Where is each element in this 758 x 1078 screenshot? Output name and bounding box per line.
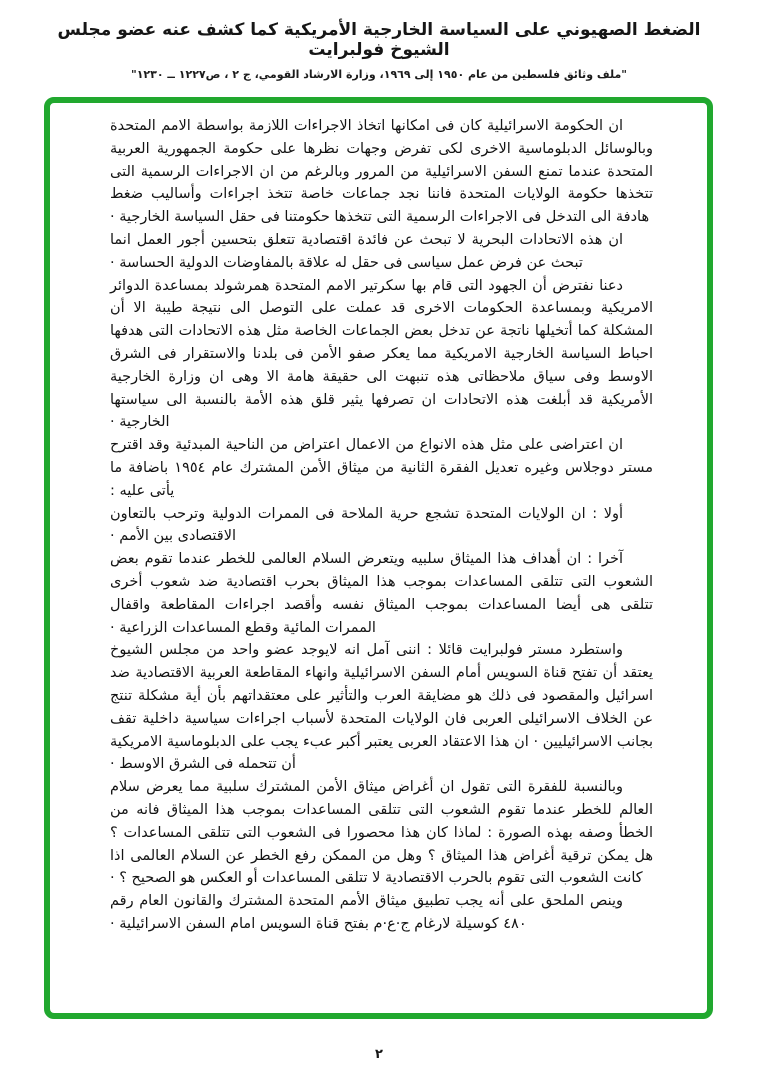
paragraph-list <box>50 103 707 936</box>
paragraph: واستطرد مستر فولبرايت قائلا : اننى آمل انه لايوجد عضو واحد من مجلس الشيوخ يعتقد أن تفتح قناة السويس أمام السفن الاسرائيلية وانهاء المقاطعة العربية الاقتصادية ضد اسرائيل والمقصود فى ذلك هو مضايقة العرب والتأثير على معتقداتهم بأن أية مشكلة تنتج عن الخلاف الاسرائيلى العربى فان الولايات المتحدة لأسباب اجراءات سياسية داخلية تقف بجانب الاسرائيليين · ان هذا الاعتقاد العربى يعتبر أكبر عبء يجب على الدبلوماسية الامريكية أن تتحمله فى الشرق الاوسط · <box>110 642 653 773</box>
content-frame <box>44 97 713 1019</box>
paragraph: وينص الملحق على أنه يجب تطبيق ميثاق الأمم المتحدة المشترك والقانون العام رقم ٤٨٠ كوسيلة لارغام ج·ع·م بفتح قناة السويس امام السفن الاسرائيلية · <box>110 893 623 932</box>
page-title: الضغط الصهيوني على السياسة الخارجية الأمريكية كما كشف عنه عضو مجلس الشيوخ فولبرايت <box>57 20 701 60</box>
paragraph: ان هذه الاتحادات البحرية لا تبحث عن فائدة اقتصادية تتعلق بتحسين أجور العمل انما تبحث عن فرض عمل سياسى فى حقل له علاقة بالمفاوضات الدولية الحساسة · <box>110 231 623 271</box>
paragraph: وبالنسبة للفقرة التى تقول ان أغراض ميثاق الأمن المشترك سلبية مما يعرض سلام العالم للخطر عندما تقوم الشعوب التى تتلقى المساعدات بموجب هذا الميثاق فانه من الخطأ وصفه بهذه الصورة : لماذا كان هذا محصورا فى الشعوب التى تتلقى المساعدات ؟ هل يمكن ترقية أغراض هذا الميثاق ؟ وهل من الممكن رفع الخطر عن السلام العالمى اذا كانت الشعوب التى تقوم بالحرب الاقتصادية لا تتلقى المساعدات أو العكس هو الصحيح ؟ · <box>110 779 653 887</box>
paragraph: ان اعتراضى على مثل هذه الانواع من الاعمال اعتراض من الناحية المبدئية وقد اقترح مستر دوجلاس وغيره تعديل الفقرة الثانية من ميثاق الأمن المشترك عام ١٩٥٤ باضافة ما يأتى عليه : <box>110 437 653 499</box>
page-number: ٢ <box>375 1047 383 1062</box>
page-footer <box>0 1043 758 1062</box>
source-citation: "ملف وثائق فلسطين من عام ١٩٥٠ إلى ١٩٦٩، وزارة الارشاد القومي، ج ٢ ، ص١٢٢٧ ــ ١٢٣٠" <box>130 68 627 81</box>
paragraph: آخرا : ان أهداف هذا الميثاق سلبيه ويتعرض السلام العالمى للخطر عندما تقوم بعض الشعوب التى تتلقى المساعدات بموجب هذا الميثاق بحرب اقتصادية ضد شعوب أخرى تتلقى هى أيضا المساعدات بموجب الميثاق نفسه وأقصد اجراءات المقاطعة واقفال الممرات المائية وقطع المساعدات الزراعية · <box>110 551 653 636</box>
document-header <box>0 20 758 81</box>
paragraph: أولا : ان الولايات المتحدة تشجع حرية الملاحة فى الممرات الدولية وترحب بالتعاون الاقتصادى بين الأمم · <box>110 505 623 545</box>
paragraph: ان الحكومة الاسرائيلية كان فى امكانها اتخاذ الاجراءات اللازمة بواسطة الامم المتحدة وبالوسائل الدبلوماسية الاخرى لكى تفرض وجهات نظرها على حكومة الجمهورية العربية المتحدة عندما تمنع السفن الاسرائيلية من المرور وبالرغم من ان الاجراءات الرسمية التى تتخذها حكومة الولايات المتحدة فاننا نجد جماعات خاصة تتخذ اجراءات وأساليب ضغط هادفة الى التدخل فى الاجراءات الرسمية التى تتخذها حكومتنا فى حقل السياسة الخارجية · <box>110 118 653 226</box>
paragraph: دعنا نفترض أن الجهود التى قام بها سكرتير الامم المتحدة همرشولد بمساعدة الدوائر الامريكية وبمساعدة الحكومات الاخرى قد عملت على التوصل الى نتيجة طيبة الا أن المشكلة كما أتخيلها ناتجة عن تدخل بعض الجماعات الخاصة مثل هذه الاتحادات التى هدفها احباط السياسة الخارجية الامريكية مما يعكر صفو الأمن فى بلدنا والاستقرار فى الشرق الاوسط وفى سياق ملاحظاتى هذه تنبهت الى حقيقة هامة الا وهى ان وزارة الخارجية الأمريكية قد أبلغت هذه الاتحادات ان تصرفها يثير قلق هذه الأمة بالنسبة الى سياستها الخارجية · <box>110 277 653 431</box>
